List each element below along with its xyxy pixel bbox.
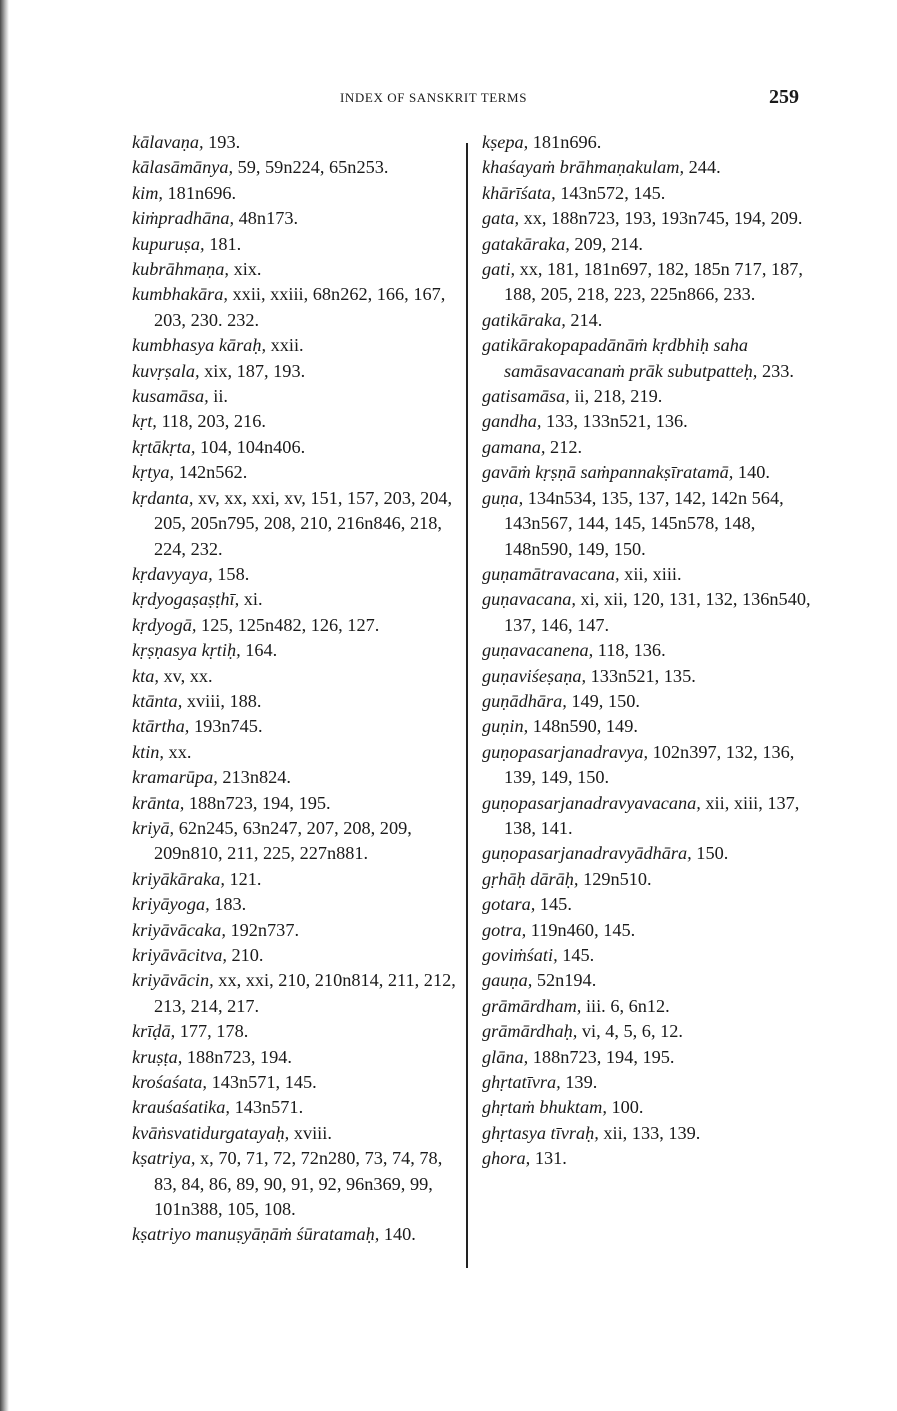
index-term: kālavaṇa, xyxy=(132,132,204,152)
index-term: kṛdanta, xyxy=(132,487,194,508)
index-term: ktārtha, xyxy=(132,716,190,737)
index-references: 140. xyxy=(733,462,770,483)
index-entry xyxy=(482,409,812,434)
index-term: kriyāvācaka, xyxy=(132,919,226,940)
index-references: 158. xyxy=(212,563,250,584)
index-term: grāmārdhaḥ, xyxy=(482,1021,578,1042)
index-term: guṇa, xyxy=(482,487,524,508)
index-references: xix, 187, 193. xyxy=(199,360,306,381)
index-term: gauṇa, xyxy=(482,970,533,991)
index-term: kṛt, xyxy=(132,411,157,432)
index-references: 212. xyxy=(545,436,583,457)
index-entry xyxy=(132,1222,460,1247)
index-entry xyxy=(482,384,812,409)
index-entry xyxy=(132,664,460,689)
index-term: kumbhakāra, xyxy=(132,284,228,305)
index-term: guṇopasarjanadravyādhāra, xyxy=(482,843,692,864)
index-references: xi. xyxy=(239,589,263,610)
index-references: xx. xyxy=(163,741,192,762)
index-references: 52n194. xyxy=(532,970,597,991)
index-term: guṇādhāra, xyxy=(482,690,567,711)
index-entry xyxy=(482,841,812,866)
index-references: 134n534, 135, 137, 142, 142n 564, 143n567, 144, 145, 145n578, 148, 148n590, 149, 150. xyxy=(504,487,784,559)
index-entry xyxy=(482,918,812,943)
index-references: 142n562. xyxy=(174,462,248,483)
index-references: xxii, xxiii, 68n262, 166, 167, 203, 230. 232. xyxy=(154,284,446,330)
index-references: xx, 181, 181n697, 182, 185n 717, 187, 188, 205, 218, 223, 225n866, 233. xyxy=(504,259,803,305)
index-term: ghora, xyxy=(482,1148,531,1169)
index-entry xyxy=(482,308,812,333)
index-entry xyxy=(482,994,812,1019)
index-entry xyxy=(132,206,460,231)
index-term: kriyākāraka, xyxy=(132,868,225,889)
index-term: kṛdavyaya, xyxy=(132,563,213,584)
index-references: xv, xx, xxi, xv, 151, 157, 203, 204, 205, 205n795, 208, 210, 216n846, 218, 224, 232. xyxy=(154,487,453,559)
index-term: kṣatriyo manuṣyāṇāṁ śūratamaḥ, xyxy=(132,1224,380,1245)
index-term: guṇaviśeṣaṇa, xyxy=(482,665,587,686)
index-references: 213n824. xyxy=(217,767,291,788)
index-entry xyxy=(132,435,460,460)
index-entry xyxy=(132,714,460,739)
index-entry xyxy=(132,816,460,867)
index-entry xyxy=(132,1095,460,1120)
index-references: 102n397, 132, 136, 139, 149, 150. xyxy=(504,741,795,788)
index-references: xi, xii, 120, 131, 132, 136n540, 137, 146, 147. xyxy=(504,589,811,635)
index-entry xyxy=(132,257,460,282)
index-term: kriyāvācitva, xyxy=(132,945,227,965)
page-scan-edge xyxy=(0,0,9,1411)
index-term: gatakāraka, xyxy=(482,233,570,254)
index-references: 121. xyxy=(224,868,262,889)
index-term: krauśaśatika, xyxy=(132,1097,231,1118)
index-term: gamana, xyxy=(482,436,546,457)
index-entry xyxy=(132,791,460,816)
index-entry xyxy=(482,486,812,562)
index-entry xyxy=(482,867,812,892)
index-entry xyxy=(482,1146,812,1171)
index-entry xyxy=(132,486,460,562)
index-references: 149, 150. xyxy=(566,690,640,711)
index-term: kvāṅsvatidurgatayaḥ, xyxy=(132,1122,290,1143)
index-entry xyxy=(132,1121,460,1146)
index-term: ghṛtatīvra, xyxy=(482,1072,561,1093)
index-term: ghṛtaṁ bhuktam, xyxy=(482,1097,607,1118)
index-references: xii, 133, 139. xyxy=(598,1122,701,1143)
index-references: vi, 4, 5, 6, 12. xyxy=(577,1021,683,1042)
index-entry xyxy=(482,689,812,714)
index-references: 148n590, 149. xyxy=(528,716,638,737)
index-references: 48n173. xyxy=(234,208,299,229)
index-references: xx, 188n723, 193, 193n745, 194, 209. xyxy=(519,208,803,229)
index-entry xyxy=(482,638,812,663)
index-entry xyxy=(132,613,460,638)
index-references: 140. xyxy=(379,1224,416,1245)
index-entry xyxy=(132,943,460,968)
index-entry xyxy=(482,1121,812,1146)
index-references: 118, 203, 216. xyxy=(156,411,266,432)
index-references: 183. xyxy=(209,894,247,915)
index-term: kusamāsa, xyxy=(132,386,209,407)
index-references: 164. xyxy=(240,640,278,661)
index-references: xii, xiii. xyxy=(619,563,682,584)
index-references: 214. xyxy=(565,309,603,330)
index-term: kim, xyxy=(132,182,163,203)
index-references: 131. xyxy=(530,1148,567,1169)
index-column-right xyxy=(482,130,812,1172)
index-entry xyxy=(482,714,812,739)
index-term: kruṣṭa, xyxy=(132,1046,183,1067)
index-entry xyxy=(482,460,812,485)
index-term: kriyāyoga, xyxy=(132,894,210,915)
index-term: kramarūpa, xyxy=(132,767,218,788)
index-entry xyxy=(132,1019,460,1044)
index-term: kuvṛṣala, xyxy=(132,360,200,381)
index-term: krośaśata, xyxy=(132,1072,207,1093)
index-entry xyxy=(132,1146,460,1222)
index-term: gatikārakopapadānāṁ kṛdbhiḥ saha samāsavacanaṁ prāk subutpatteḥ, xyxy=(482,335,758,381)
index-entry xyxy=(132,765,460,790)
index-term: guṇopasarjanadravyavacana, xyxy=(482,792,701,813)
index-references: 210. xyxy=(226,945,264,965)
index-references: 193. xyxy=(203,132,241,152)
index-references: 133n521, 135. xyxy=(586,665,696,686)
index-term: gotra, xyxy=(482,919,527,940)
index-entry xyxy=(132,867,460,892)
index-term: ktānta, xyxy=(132,690,183,711)
index-entry xyxy=(482,232,812,257)
index-entry xyxy=(132,130,460,155)
index-entry xyxy=(132,282,460,333)
index-term: kriyāvācin, xyxy=(132,970,214,991)
index-entry xyxy=(482,791,812,842)
index-entry xyxy=(482,968,812,993)
index-entry xyxy=(482,1045,812,1070)
index-references: ii, 218, 219. xyxy=(569,386,663,407)
index-term: kṛṣṇasya kṛtiḥ, xyxy=(132,640,241,661)
index-term: krīḍā, xyxy=(132,1021,176,1042)
index-term: gandha, xyxy=(482,411,542,432)
index-term: ghṛtasya tīvraḥ, xyxy=(482,1122,599,1143)
index-term: gotara, xyxy=(482,894,536,915)
index-references: 188n723, 194. xyxy=(182,1046,292,1067)
index-entry xyxy=(132,460,460,485)
index-entry xyxy=(132,232,460,257)
index-references: xv, xx. xyxy=(158,665,213,686)
index-entry xyxy=(482,1019,812,1044)
index-entry xyxy=(482,664,812,689)
index-references: 59, 59n224, 65n253. xyxy=(233,157,389,178)
index-references: 177, 178. xyxy=(175,1021,249,1042)
index-entry xyxy=(132,562,460,587)
index-entry xyxy=(482,130,812,155)
index-term: kumbhasya kāraḥ, xyxy=(132,335,267,356)
index-term: kiṁpradhāna, xyxy=(132,208,235,229)
index-entry xyxy=(132,155,460,180)
index-references: xx, xxi, 210, 210n814, 211, 212, 213, 214, 217. xyxy=(154,970,456,1016)
index-term: gavāṁ kṛṣṇā saṁpannakṣīratamā, xyxy=(482,462,734,483)
index-references: ii. xyxy=(208,386,228,407)
index-references: 188n723, 194, 195. xyxy=(184,792,331,813)
index-term: glāna, xyxy=(482,1046,529,1067)
index-references: 193n745. xyxy=(189,716,263,737)
index-references: 181. xyxy=(204,233,242,254)
index-term: goviṁśati, xyxy=(482,945,558,965)
index-entry xyxy=(132,587,460,612)
index-term: ktin, xyxy=(132,741,164,762)
index-references: 125, 125n482, 126, 127. xyxy=(196,614,380,635)
index-references: 143n572, 145. xyxy=(555,182,666,203)
index-entry xyxy=(132,968,460,1019)
index-entry xyxy=(132,638,460,663)
index-term: kṛdyogaṣaṣṭhī, xyxy=(132,589,240,610)
index-entry xyxy=(132,892,460,917)
index-references: x, 70, 71, 72, 72n280, 73, 74, 78, 83, 84, 86, 89, 90, 91, 92, 96n369, 99, 101n388, 105, 108. xyxy=(154,1148,443,1220)
index-entry xyxy=(482,435,812,460)
index-entry xyxy=(482,206,812,231)
index-references: xviii. xyxy=(289,1122,332,1143)
index-references: 143n571, 145. xyxy=(207,1072,317,1093)
index-entry xyxy=(482,1070,812,1095)
index-term: kṣatriya, xyxy=(132,1148,196,1169)
page-number: 259 xyxy=(769,86,799,108)
index-entry xyxy=(482,943,812,968)
index-references: 145. xyxy=(557,945,595,965)
index-entry xyxy=(482,257,812,308)
index-references: 244. xyxy=(684,157,721,178)
index-references: 233. xyxy=(757,360,794,381)
index-term: guṇin, xyxy=(482,716,529,737)
index-term: khārīśata, xyxy=(482,182,556,203)
index-term: gatisamāsa, xyxy=(482,386,570,407)
index-references: 209, 214. xyxy=(569,233,643,254)
index-entry xyxy=(482,740,812,791)
index-term: gata, xyxy=(482,208,520,229)
index-term: krānta, xyxy=(132,792,185,813)
index-entry xyxy=(132,1045,460,1070)
index-references: 181n696. xyxy=(528,132,602,152)
index-term: kālasāmānya, xyxy=(132,157,234,178)
index-entry xyxy=(132,689,460,714)
column-divider xyxy=(466,143,468,1268)
index-entry xyxy=(132,181,460,206)
index-references: 119n460, 145. xyxy=(526,919,636,940)
index-column-left xyxy=(132,130,460,1248)
index-references: 188n723, 194, 195. xyxy=(528,1046,675,1067)
index-entry xyxy=(132,918,460,943)
index-entry xyxy=(482,892,812,917)
index-references: xix. xyxy=(229,259,262,280)
index-references: 62n245, 63n247, 207, 208, 209, 209n810, 211, 225, 227n881. xyxy=(154,817,412,864)
index-entry xyxy=(482,181,812,206)
index-references: 129n510. xyxy=(578,868,652,889)
index-entry xyxy=(482,1095,812,1120)
index-entry xyxy=(482,155,812,180)
index-references: xxii. xyxy=(266,335,304,356)
index-references: iii. 6, 6n12. xyxy=(581,995,670,1016)
index-term: kṛdyogā, xyxy=(132,614,197,635)
index-term: kṛtākṛta, xyxy=(132,436,196,457)
index-entry xyxy=(482,562,812,587)
index-entry xyxy=(482,587,812,638)
index-entry xyxy=(132,1070,460,1095)
index-references: 104, 104n406. xyxy=(195,436,306,457)
index-entry xyxy=(132,359,460,384)
index-references: 118, 136. xyxy=(593,640,666,661)
index-entry xyxy=(132,384,460,409)
index-references: 145. xyxy=(535,894,572,915)
index-references: xii, xiii, 137, 138, 141. xyxy=(504,792,800,838)
index-term: guṇavacana, xyxy=(482,589,576,610)
index-term: gati, xyxy=(482,259,516,280)
index-entry xyxy=(132,409,460,434)
index-entry xyxy=(482,333,812,384)
running-title: INDEX OF SANSKRIT TERMS xyxy=(340,90,528,105)
index-term: guṇopasarjanadravya, xyxy=(482,741,649,762)
index-term: guṇavacanena, xyxy=(482,640,594,661)
index-references: 143n571. xyxy=(230,1097,304,1118)
index-term: kubrāhmaṇa, xyxy=(132,259,229,280)
index-term: kupuruṣa, xyxy=(132,233,205,254)
index-references: xviii, 188. xyxy=(182,690,262,711)
index-references: 150. xyxy=(691,843,729,864)
index-references: 139. xyxy=(560,1072,598,1093)
index-entry xyxy=(132,740,460,765)
index-term: kṣepa, xyxy=(482,132,529,152)
index-term: kta, xyxy=(132,665,159,686)
index-references: 192n737. xyxy=(225,919,300,940)
index-references: 100. xyxy=(606,1097,644,1118)
index-entry xyxy=(132,333,460,358)
index-term: grāmārdham, xyxy=(482,995,582,1016)
index-references: 133, 133n521, 136. xyxy=(541,411,688,432)
index-term: gṛhāḥ dārāḥ, xyxy=(482,868,579,889)
index-term: kṛtya, xyxy=(132,462,175,483)
index-term: guṇamātravacana, xyxy=(482,563,620,584)
index-term: gatikāraka, xyxy=(482,309,566,330)
index-references: 181n696. xyxy=(162,182,237,203)
index-term: khaśayaṁ brāhmaṇakulam, xyxy=(482,157,685,178)
index-term: kriyā, xyxy=(132,817,175,838)
